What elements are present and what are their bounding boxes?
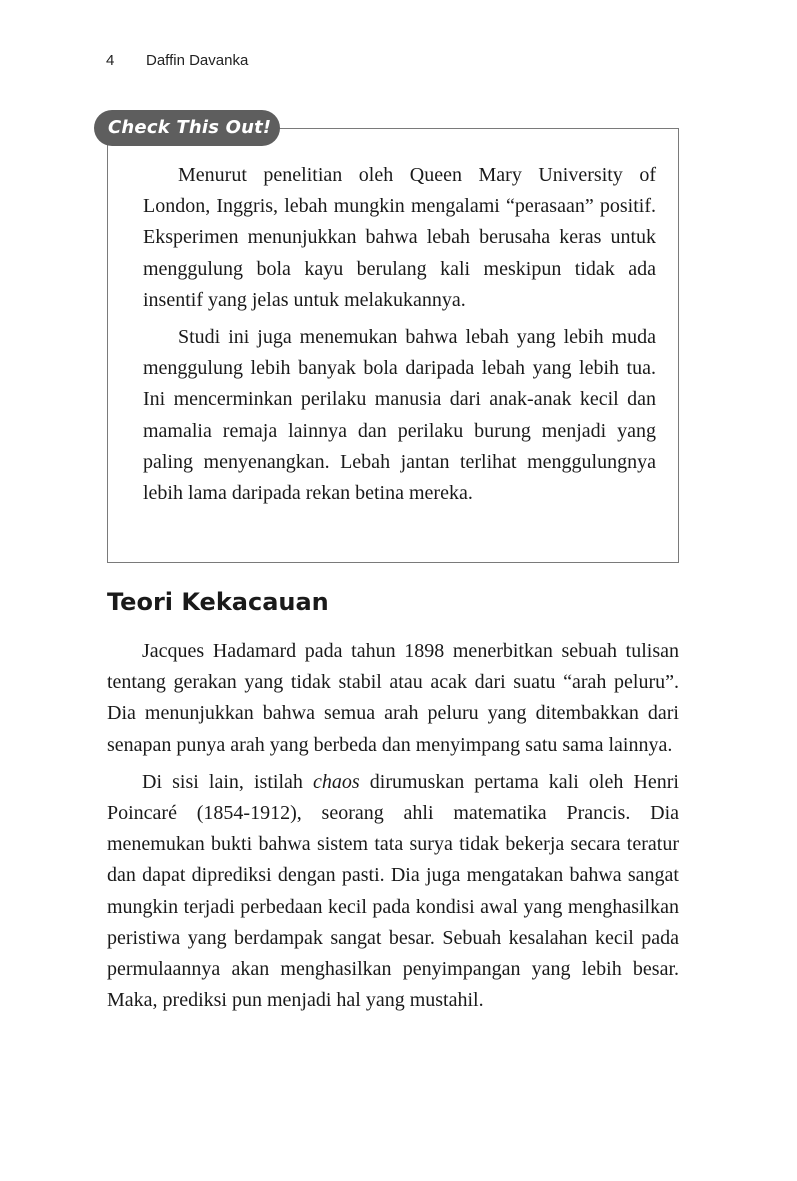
paragraph-text: Di sisi lain, istilah <box>142 770 313 793</box>
section-body <box>107 636 679 1022</box>
body-paragraph <box>107 767 679 1017</box>
section-heading: Teori Kekacauan <box>107 588 329 616</box>
callout-paragraph: Studi ini juga menemukan bahwa lebah yang lebih muda menggulung lebih banyak bola daripada lebah yang lebih tua. Ini mencerminkan perilaku manusia dari anak-anak kecil dan mamalia remaja lainnya dan perilaku burung menjadi yang paling menyenangkan. Lebah jantan terlihat menggulungnya lebih lama daripada rekan betina mereka. <box>143 326 656 505</box>
running-header <box>106 52 248 69</box>
author-name: Daffin Davanka <box>146 52 249 69</box>
italic-term: chaos <box>312 770 360 793</box>
callout-text <box>143 160 656 515</box>
body-paragraph: Jacques Hadamard pada tahun 1898 menerbitkan sebuah tulisan tentang gerakan yang tidak stabil atau acak dari suatu “arah peluru”. Dia menunjukkan bahwa semua arah peluru yang ditembakkan dari senapan punya arah yang berbeda dan menyimpang satu sama lainnya. <box>107 640 679 756</box>
callout-label: Check This Out! <box>94 110 280 146</box>
paragraph-text: dirumuskan pertama kali oleh Henri Poincaré (1854-1912), seorang ahli matematika Prancis. Dia menemukan bukti bahwa sistem tata surya tidak bekerja secara teratur dan dapat diprediksi dengan pasti. Dia juga mengatakan bahwa sangat mungkin terjadi perbedaan kecil pada kondisi awal yang menghasilkan peristiwa yang berdampak sangat besar. Sebuah kesalahan kecil pada permulaannya akan menghasilkan penyimpangan yang lebih besar. Maka, prediksi pun menjadi hal yang mustahil. <box>107 770 679 1012</box>
callout-paragraph: Menurut penelitian oleh Queen Mary University of London, Inggris, lebah mungkin mengalami “perasaan” positif. Eksperimen menunjukkan bahwa lebah berusaha keras untuk menggulung bola kayu berulang kali meskipun tidak ada insentif yang jelas untuk melakukannya. <box>143 164 656 311</box>
page-number: 4 <box>106 52 115 69</box>
